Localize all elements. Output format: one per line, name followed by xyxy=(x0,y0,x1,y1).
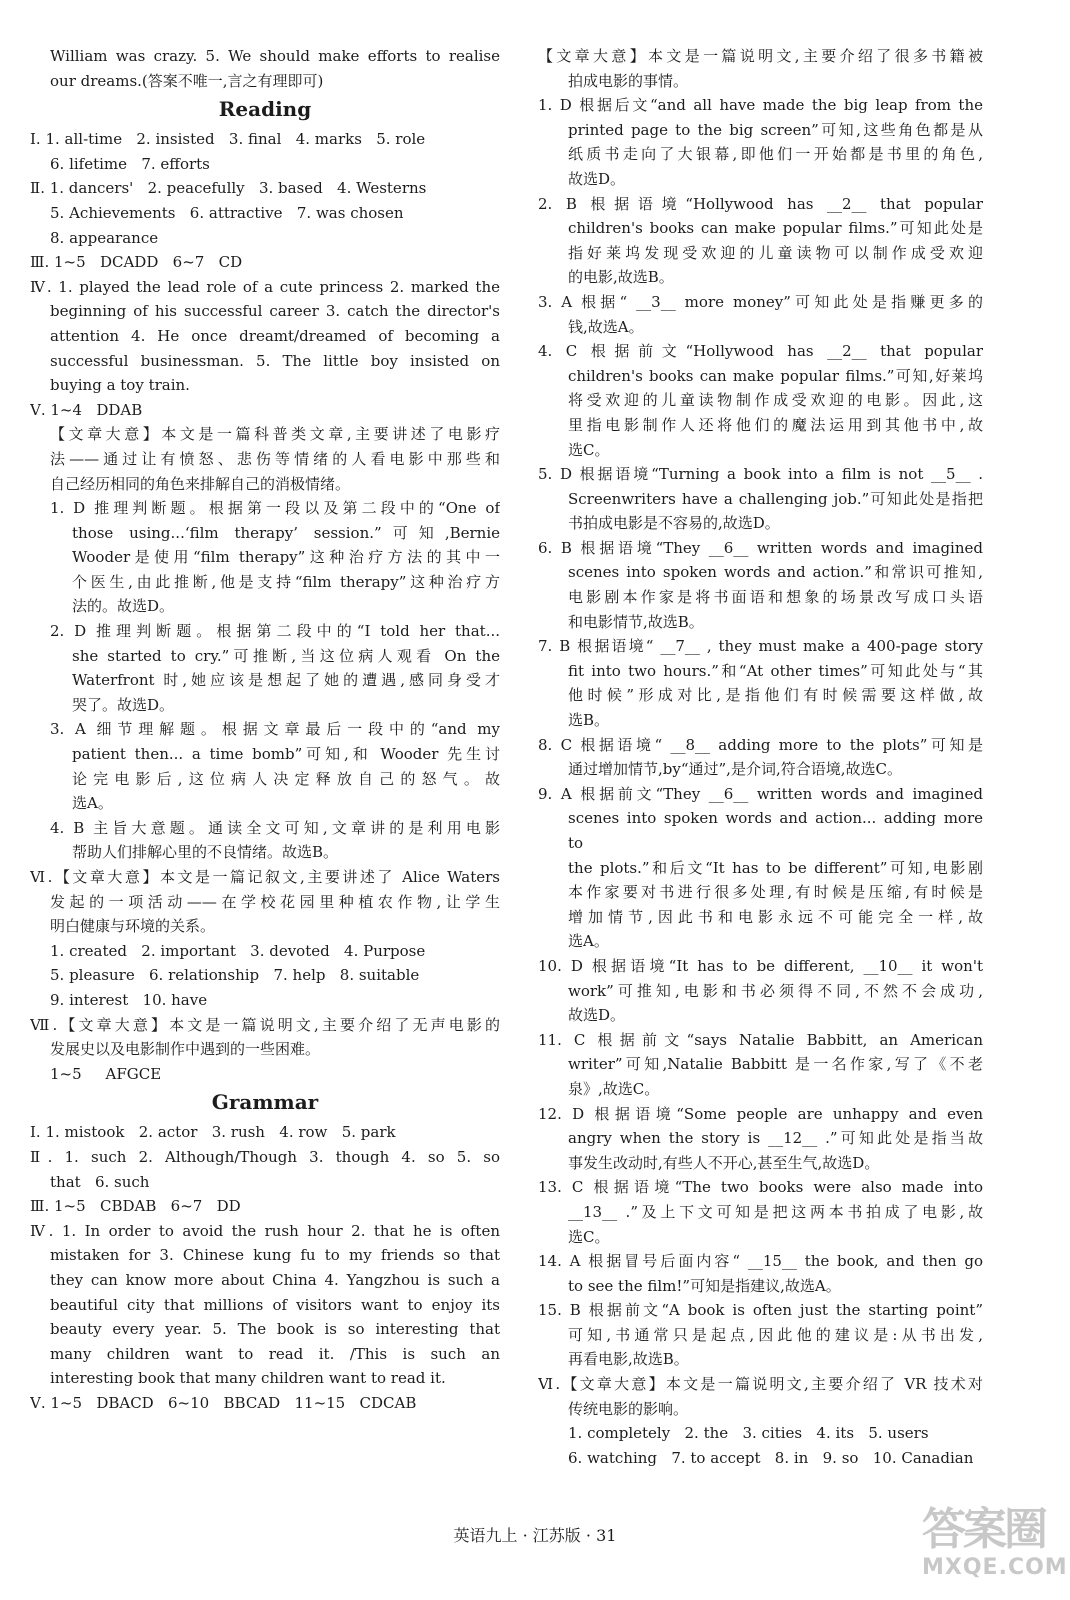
text-line: Wooder是使用“film therapy”这种治疗方法的其中一 xyxy=(72,548,500,567)
text-line: 本作家要对书进行很多处理,有时候是压缩,有时候是 xyxy=(568,883,983,902)
text-line: 个医生,由此推断,他是支持“film therapy”这种治疗方 xyxy=(72,572,500,591)
section-heading: Grammar xyxy=(211,1090,319,1115)
text-line: mistaken for 3. Chinese kung fu to my friends so that xyxy=(50,1246,500,1265)
text-line: 的电影,故选B。 xyxy=(568,268,674,287)
text-line: 5. D 根据语境“Turning a book into a film is not __5__ . xyxy=(538,465,983,484)
text-line: 8. C 根据语境“ __8__ adding more to the plots”可知是 xyxy=(538,735,983,754)
text-line: 通过增加情节,by“通过”,是介词,符合语境,故选C。 xyxy=(568,760,902,779)
text-line: 法——通过让有愤怒、悲伤等情绪的人看电影中那些和 xyxy=(50,449,500,468)
watermark-bottom: MXQE.COM xyxy=(922,1555,1068,1580)
text-line: 15. B 根据前文“A book is often just the starting point” xyxy=(538,1301,983,1320)
text-line: attention 4. He once dreamt/dreamed of becoming a xyxy=(50,326,500,345)
text-line: 选C。 xyxy=(568,1227,610,1246)
text-line: 传统电影的影响。 xyxy=(568,1399,689,1418)
text-line: 1. D 根据后文“and all have made the big leap from the xyxy=(538,96,983,115)
text-line: 5. pleasure 6. relationship 7. help 8. suitable xyxy=(50,966,420,985)
text-line: children's books can make popular films.”可知,好莱坞 xyxy=(568,366,983,385)
text-line: 钱,故选A。 xyxy=(568,317,644,336)
text-line: 2. B 根据语境“Hollywood has __2__ that popular xyxy=(538,194,983,213)
text-line: printed page to the big screen”可知,这些角色都是从 xyxy=(568,120,983,139)
text-line: 选A。 xyxy=(72,794,113,813)
text-line: 1. completely 2. the 3. cities 4. its 5. users xyxy=(568,1424,929,1443)
watermark-top: 答案圈 xyxy=(922,1504,1045,1555)
text-line: to see the film!”可知是指建议,故选A。 xyxy=(568,1276,841,1295)
text-line: 3. A 细节理解题。根据文章最后一段中的“and my xyxy=(50,720,500,739)
text-line: scenes into spoken words and action.”和常识可推知, xyxy=(568,563,983,582)
text-line: 6. B 根据语境“They __6__ written words and imagined xyxy=(538,538,983,557)
text-line: 3. A 根据“ __3__ more money”可知此处是指赚更多的 xyxy=(538,292,983,311)
text-line: many children want to read it. /This is such an xyxy=(50,1344,500,1363)
text-line: 论完电影后,这位病人决定释放自己的怒气。故 xyxy=(72,769,500,788)
text-line: 自己经历相同的角色来排解自己的消极情绪。 xyxy=(50,474,351,493)
text-line: 法的。故选D。 xyxy=(72,597,175,616)
text-line: Screenwriters have a challenging job.”可知此处是指把 xyxy=(568,489,983,508)
text-line: 哭了。故选D。 xyxy=(72,695,175,714)
text-line: 7. B 根据语境“ __7__ , they must make a 400-page story xyxy=(538,637,983,656)
text-line: 8. appearance xyxy=(50,228,159,247)
text-line: 纸质书走向了大银幕,即他们一开始都是书里的角色, xyxy=(568,145,983,164)
text-line: 4. B 主旨大意题。通读全文可知,文章讲的是利用电影 xyxy=(50,818,500,837)
text-line: 他时候”形成对比,是指他们有时候需要这样做,故 xyxy=(568,686,983,705)
text-line: 可知,书通常只是起点,因此他的建议是:从书出发, xyxy=(568,1325,983,1344)
text-line: 选C。 xyxy=(568,440,610,459)
text-line: beginning of his successful career 3. catch the director's xyxy=(50,302,500,321)
text-line: angry when the story is __12__ .”可知此处是指当故 xyxy=(568,1129,983,1148)
text-line: 1. D 推理判断题。根据第一段以及第二段中的“One of xyxy=(50,499,500,518)
text-line: 故选D。 xyxy=(568,169,626,188)
text-line: buying a toy train. xyxy=(50,376,190,395)
text-line: that 6. such xyxy=(50,1172,150,1191)
text-line: Ⅵ.【文章大意】本文是一篇说明文,主要介绍了 VR 技术对 xyxy=(538,1375,983,1394)
text-line: 9. interest 10. have xyxy=(50,990,208,1009)
text-line: 增加情节,因此书和电影永远不可能完全一样,故 xyxy=(568,907,983,926)
text-line: 泉》,故选C。 xyxy=(568,1079,660,1098)
text-line: Ⅴ. 1~5 DBACD 6~10 BBCAD 11~15 CDCAB xyxy=(30,1393,417,1412)
text-line: 里指电影制作人还将他们的魔法运用到其他书中,故 xyxy=(568,415,983,434)
text-line: 选B。 xyxy=(568,711,610,730)
text-line: Ⅵ.【文章大意】本文是一篇记叙文,主要讲述了 Alice Waters xyxy=(30,868,500,886)
text-line: 6. lifetime 7. efforts xyxy=(50,154,210,173)
text-line: 10. D 根据语境“It has to be different, __10__ it won't xyxy=(538,956,983,975)
text-line: successful businessman. 5. The little boy insisted on xyxy=(50,351,500,370)
text-line: Ⅲ. 1~5 DCADD 6~7 CD xyxy=(30,253,243,272)
text-line: 9. A 根据前文“They __6__ written words and imagined xyxy=(538,784,983,803)
text-line: beautiful city that millions of visitors want to enjoy its xyxy=(50,1295,500,1314)
text-line: writer”可知,Natalie Babbitt 是一名作家,写了《不老 xyxy=(568,1055,983,1074)
text-line: 选A。 xyxy=(568,932,609,951)
text-line: Waterfront 时,她应该是想起了她的遭遇,感同身受才 xyxy=(72,671,500,690)
text-line: scenes into spoken words and action... adding more to xyxy=(568,809,983,852)
text-line: she started to cry.”可推断,当这位病人观看 On the xyxy=(72,646,500,665)
text-line: 1~5 AFGCE xyxy=(50,1064,162,1083)
text-line: Ⅴ. 1~4 DDAB xyxy=(30,400,143,419)
text-line: Ⅰ. 1. all-time 2. insisted 3. final 4. marks 5. role xyxy=(30,130,426,149)
text-line: 6. watching 7. to accept 8. in 9. so 10. Canadian xyxy=(568,1448,974,1467)
text-line: fit into two hours.”和“At other times”可知此处与“其 xyxy=(568,661,983,680)
text-line: work”可推知,电影和书必须得不同,不然不会成功, xyxy=(568,981,983,1000)
text-line: 电影剧本作家是将书面语和想象的场景改写成口头语 xyxy=(568,588,983,607)
text-line: beauty every year. 5. The book is so interesting that xyxy=(50,1320,500,1339)
text-line: 再看电影,故选B。 xyxy=(568,1350,689,1369)
text-line: our dreams.(答案不唯一,言之有理即可) xyxy=(50,71,324,90)
text-line: 11. C 根据前文“says Natalie Babbitt, an American xyxy=(538,1030,983,1049)
text-line: 1. created 2. important 3. devoted 4. Purpose xyxy=(50,941,426,960)
right-column xyxy=(538,44,983,1470)
text-line: those using...‘film therapy’ session.”可知,Bernie xyxy=(72,523,500,542)
text-line: interesting book that many children want to read it. xyxy=(50,1369,446,1388)
text-line: Ⅳ. 1. played the lead role of a cute princess 2. marked the xyxy=(30,277,500,296)
text-line: 4. C 根据前文“Hollywood has __2__ that popular xyxy=(538,342,983,361)
text-line: Ⅲ. 1~5 CBDAB 6~7 DD xyxy=(30,1197,241,1216)
text-line: Ⅱ. 1. dancers' 2. peacefully 3. based 4. Westerns xyxy=(30,179,427,198)
text-line: 事发生改动时,有些人不开心,甚至生气,故选D。 xyxy=(568,1153,880,1172)
text-line: 【文章大意】本文是一篇说明文,主要介绍了很多书籍被 xyxy=(538,47,983,65)
page-footer: 英语九上 · 江苏版 · 31 xyxy=(453,1526,617,1545)
text-line: Ⅳ. 1. In order to avoid the rush hour 2. that he is often xyxy=(30,1221,500,1240)
text-line: 【文章大意】本文是一篇科普类文章,主要讲述了电影疗 xyxy=(50,425,500,444)
text-line: Ⅰ. 1. mistook 2. actor 3. rush 4. row 5. park xyxy=(30,1123,396,1142)
text-line: 拍成电影的事情。 xyxy=(568,71,689,90)
text-line: 指好莱坞发现受欢迎的儿童读物可以制作成受欢迎 xyxy=(568,243,983,262)
text-line: William was crazy. 5. We should make efforts to realise xyxy=(50,47,500,65)
text-line: 12. D 根据语境“Some people are unhappy and even xyxy=(538,1104,983,1123)
text-line: Ⅱ. 1. such 2. Although/Though 3. though 4. so 5. so xyxy=(30,1147,500,1166)
text-line: 帮助人们排解心里的不良情绪。故选B。 xyxy=(72,843,339,862)
text-line: they can know more about China 4. Yangzhou is such a xyxy=(50,1270,500,1289)
text-line: 将受欢迎的儿童读物制作成受欢迎的电影。因此,这 xyxy=(568,391,983,410)
text-line: 2. D 推理判断题。根据第二段中的“I told her that... xyxy=(50,622,500,641)
text-line: 5. Achievements 6. attractive 7. was chosen xyxy=(50,203,404,222)
text-line: 14. A 根据冒号后面内容“ __15__ the book, and then go xyxy=(538,1252,983,1271)
left-column xyxy=(30,44,500,1415)
text-line: 故选D。 xyxy=(568,1006,626,1025)
watermark-logo xyxy=(922,1504,1068,1590)
text-line: 发展史以及电影制作中遇到的一些困难。 xyxy=(50,1040,321,1059)
text-line: 发起的一项活动——在学校花园里种植农作物,让学生 xyxy=(50,892,500,911)
text-line: 13. C 根据语境“The two books were also made into xyxy=(538,1178,983,1197)
text-line: 明白健康与环境的关系。 xyxy=(50,917,216,936)
text-line: 书拍成电影是不容易的,故选D。 xyxy=(568,514,780,533)
section-heading: Reading xyxy=(218,97,312,122)
text-line: patient then... a time bomb”可知,和 Wooder 先生讨 xyxy=(72,745,500,764)
text-line: children's books can make popular films.”可知此处是 xyxy=(568,219,983,238)
text-line: __13__ .”及上下文可知是把这两本书拍成了电影,故 xyxy=(568,1202,983,1221)
text-line: the plots.”和后文“It has to be different”可知,电影剧 xyxy=(568,858,983,877)
text-line: 和电影情节,故选B。 xyxy=(568,612,704,631)
text-line: Ⅶ.【文章大意】本文是一篇说明文,主要介绍了无声电影的 xyxy=(30,1015,500,1034)
